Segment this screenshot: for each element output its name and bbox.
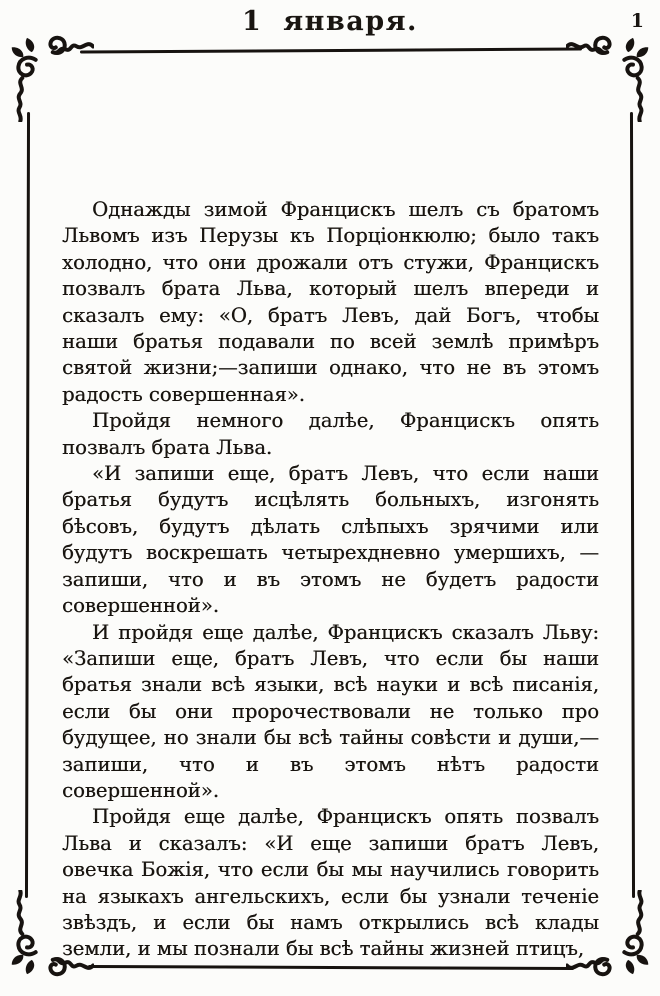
paragraph: Пройдя немного далѣе, Францискъ опять позвалъ брата Льва. [62, 409, 599, 459]
corner-flourish-icon [6, 34, 94, 122]
running-head-date: 1 января. [242, 6, 418, 37]
corner-flourish-icon [566, 34, 654, 122]
frame-bottom-rule [88, 965, 574, 970]
frame-left-rule [25, 112, 30, 898]
paragraph: «И запиши еще, братъ Левъ, что если наши братья будутъ исцѣлять больныхъ, изгонять бѣсовъ, будутъ дѣлать слѣпыхъ зрячими или будутъ воскрешать четырехдневно умершихъ, — запиши, что и въ этомъ не будетъ радости совершенной». [62, 462, 599, 618]
frame-right-rule [630, 112, 635, 898]
page-text [62, 197, 599, 963]
paragraph: И пройдя еще далѣе, Францискъ сказалъ Льву: «Запиши еще, братъ Левъ, что если бы наши братья знали всѣ языки, всѣ науки и всѣ писанія, если бы они пророчествовали не только про будущее, но знали бы всѣ тайны совѣсти и души,— запиши, что и въ этомъ нѣтъ радости совершенной». [62, 620, 599, 802]
paragraph: Пройдя еще далѣе, Францискъ опять позвалъ Льва и сказалъ: «И еще запиши братъ Левъ, овечка Божія, что если бы мы научились говорить на языкахъ ангельскихъ, если бы узнали теченіе звѣздъ, и если бы намъ открылись всѣ клады земли, и мы познали бы всѣ тайны жизней птицъ, [62, 805, 599, 961]
frame-top-rule [80, 47, 582, 53]
paragraph: Однажды зимой Францискъ шелъ съ братомъ Львомъ изъ Перузы къ Порціонкюлю; было такъ холодно, что они дрожали отъ стужи, Францискъ позвалъ брата Льва, который шелъ впереди и сказалъ ему: «О, братъ Левъ, дай Богъ, чтобы наши братья подавали по всей землѣ примѣръ святой жизни;—запиши однако, что не въ этомъ радость совершенная». [62, 198, 599, 406]
page-number: 1 [630, 10, 644, 32]
